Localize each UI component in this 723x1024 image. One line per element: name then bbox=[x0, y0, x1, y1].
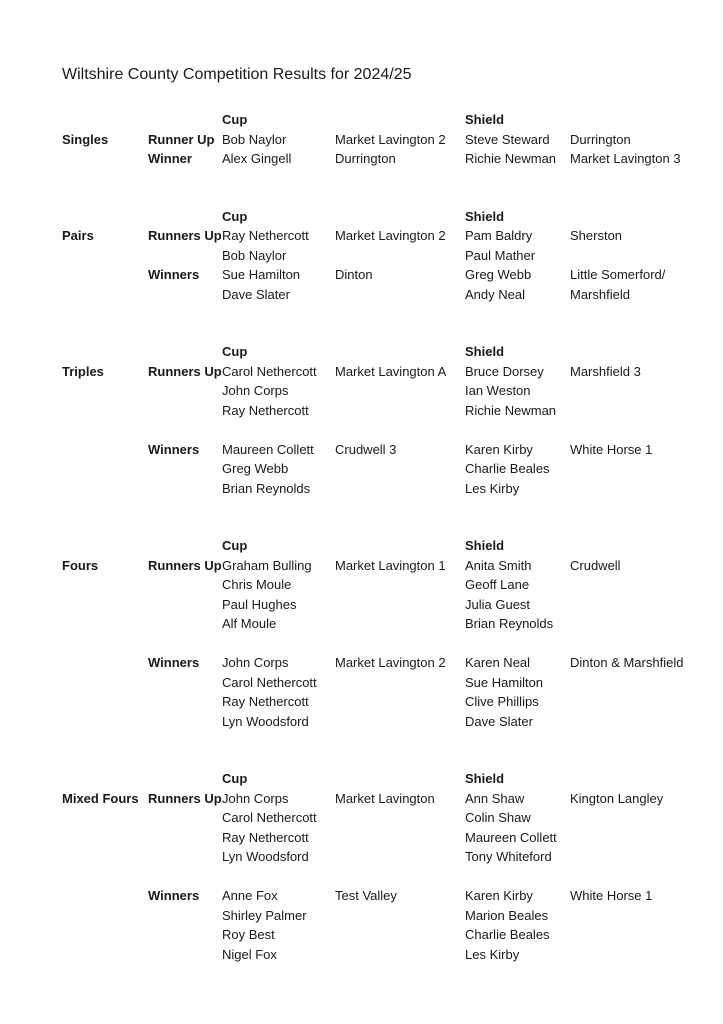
empty-cell bbox=[148, 536, 222, 556]
empty-cell bbox=[148, 769, 222, 789]
position-label bbox=[148, 381, 222, 401]
shield-player-name: Bruce Dorsey bbox=[465, 363, 544, 379]
shield-header: Shield bbox=[465, 538, 505, 553]
position-label bbox=[148, 575, 222, 595]
shield-team-name bbox=[570, 808, 723, 828]
cup-player-name: Brian Reynolds bbox=[222, 480, 311, 496]
cup-player-name: Carol Nethercott bbox=[222, 674, 317, 690]
shield-player-name: Karen Neal bbox=[465, 655, 531, 670]
empty-cell bbox=[335, 207, 465, 227]
shield-player-name: Ann Shaw bbox=[465, 790, 525, 806]
cup-player-name: Chris Moule bbox=[222, 577, 292, 592]
cup-header: Cup bbox=[222, 538, 248, 553]
cup-team-name: Market Lavington bbox=[335, 790, 435, 806]
results-table bbox=[62, 110, 723, 964]
position-label bbox=[148, 692, 222, 712]
cup-player-name: Anne Fox bbox=[222, 888, 278, 903]
cup-team-name bbox=[335, 808, 465, 828]
cup-header: Cup bbox=[222, 771, 248, 786]
cup-player-name: Carol Nethercott bbox=[222, 363, 317, 379]
shield-team-name: Dinton & Marshfield bbox=[570, 655, 684, 670]
event-label: Pairs bbox=[62, 228, 94, 243]
cup-player-name: John Corps bbox=[222, 790, 289, 806]
position-label: Winners bbox=[148, 267, 200, 282]
position-label bbox=[148, 906, 222, 926]
shield-player-name: Anita Smith bbox=[465, 557, 532, 573]
shield-team-name bbox=[570, 401, 723, 421]
cup-team-name bbox=[335, 906, 465, 926]
cup-player-name: Bob Naylor bbox=[222, 131, 287, 147]
position-label bbox=[148, 614, 222, 634]
position-label bbox=[148, 925, 222, 945]
shield-player-name: Sue Hamilton bbox=[465, 674, 544, 690]
shield-team-name: Kington Langley bbox=[570, 790, 664, 806]
shield-player-name: Julia Guest bbox=[465, 596, 531, 612]
empty-cell bbox=[570, 110, 723, 130]
cup-header: Cup bbox=[222, 344, 248, 359]
shield-team-name bbox=[570, 673, 723, 693]
empty-cell bbox=[570, 342, 723, 362]
empty-cell bbox=[335, 110, 465, 130]
empty-cell bbox=[570, 769, 723, 789]
event-label bbox=[62, 653, 148, 673]
event-label bbox=[62, 440, 148, 460]
shield-team-name: White Horse 1 bbox=[570, 888, 653, 903]
position-label: Runners Up bbox=[148, 228, 222, 243]
empty-cell bbox=[335, 769, 465, 789]
shield-player-name: Richie Newman bbox=[465, 402, 557, 418]
empty-cell bbox=[62, 110, 148, 130]
shield-player-name: Ian Weston bbox=[465, 383, 531, 398]
empty-cell bbox=[62, 342, 148, 362]
shield-team-name: Little Somerford/ bbox=[570, 267, 666, 282]
shield-player-name: Tony Whiteford bbox=[465, 849, 552, 864]
shield-team-name bbox=[570, 595, 723, 615]
position-label bbox=[148, 246, 222, 266]
cup-player-name: Graham Bulling bbox=[222, 557, 312, 573]
cup-player-name: John Corps bbox=[222, 655, 289, 670]
position-label: Runners Up bbox=[148, 363, 222, 379]
shield-team-name: Sherston bbox=[570, 228, 623, 243]
shield-player-name: Colin Shaw bbox=[465, 810, 531, 825]
shield-player-name: Brian Reynolds bbox=[465, 616, 554, 631]
cup-team-name: Market Lavington A bbox=[335, 363, 447, 379]
cup-team-name bbox=[335, 401, 465, 421]
cup-player-name: Nigel Fox bbox=[222, 946, 277, 962]
position-label bbox=[148, 712, 222, 732]
shield-team-name: White Horse 1 bbox=[570, 441, 653, 457]
shield-player-name: Les Kirby bbox=[465, 946, 520, 962]
cup-team-name bbox=[335, 246, 465, 266]
cup-team-name: Market Lavington 1 bbox=[335, 557, 446, 573]
shield-team-name bbox=[570, 246, 723, 266]
cup-header: Cup bbox=[222, 208, 248, 224]
cup-team-name: Test Valley bbox=[335, 888, 397, 903]
event-label: Singles bbox=[62, 131, 109, 147]
shield-player-name: Andy Neal bbox=[465, 286, 525, 302]
position-label: Winner bbox=[148, 151, 192, 166]
event-label bbox=[62, 925, 148, 945]
position-label bbox=[148, 673, 222, 693]
shield-player-name: Clive Phillips bbox=[465, 694, 539, 709]
event-label bbox=[62, 265, 148, 285]
shield-player-name: Charlie Beales bbox=[465, 927, 550, 942]
cup-player-name: Roy Best bbox=[222, 927, 275, 942]
shield-team-name bbox=[570, 614, 723, 634]
cup-team-name: Market Lavington 2 bbox=[335, 228, 446, 243]
shield-header: Shield bbox=[465, 112, 505, 127]
shield-team-name bbox=[570, 575, 723, 595]
section-pairs bbox=[62, 207, 723, 305]
shield-player-name: Charlie Beales bbox=[465, 461, 550, 476]
event-label bbox=[62, 847, 148, 867]
cup-team-name bbox=[335, 673, 465, 693]
position-label bbox=[148, 808, 222, 828]
shield-player-name: Richie Newman bbox=[465, 151, 557, 166]
event-label bbox=[62, 808, 148, 828]
shield-player-name: Geoff Lane bbox=[465, 577, 530, 592]
position-label bbox=[148, 285, 222, 305]
section-fours bbox=[62, 536, 723, 731]
event-label bbox=[62, 149, 148, 169]
cup-player-name: Maureen Collett bbox=[222, 441, 314, 457]
cup-player-name: Lyn Woodsford bbox=[222, 849, 309, 864]
position-label bbox=[148, 847, 222, 867]
shield-team-name bbox=[570, 945, 723, 965]
empty-cell bbox=[148, 207, 222, 227]
position-label bbox=[148, 828, 222, 848]
cup-team-name: Market Lavington 2 bbox=[335, 131, 446, 147]
shield-header: Shield bbox=[465, 344, 505, 359]
position-label bbox=[148, 595, 222, 615]
event-label: Triples bbox=[62, 363, 104, 379]
shield-player-name: Marion Beales bbox=[465, 907, 549, 923]
position-label: Winners bbox=[148, 441, 200, 457]
cup-team-name: Dinton bbox=[335, 267, 373, 282]
position-label: Winners bbox=[148, 888, 200, 903]
section-triples bbox=[62, 342, 723, 498]
empty-cell bbox=[570, 536, 723, 556]
shield-player-name: Paul Mather bbox=[465, 247, 536, 263]
position-label: Runners Up bbox=[148, 557, 222, 573]
cup-team-name bbox=[335, 459, 465, 479]
empty-cell bbox=[62, 769, 148, 789]
position-label: Runner Up bbox=[148, 131, 215, 147]
cup-team-name bbox=[335, 847, 465, 867]
cup-player-name: Bob Naylor bbox=[222, 247, 287, 263]
shield-player-name: Karen Kirby bbox=[465, 888, 533, 903]
event-label bbox=[62, 712, 148, 732]
cup-team-name bbox=[335, 828, 465, 848]
group-spacer bbox=[62, 420, 723, 440]
shield-team-name bbox=[570, 712, 723, 732]
group-spacer bbox=[62, 634, 723, 654]
empty-cell bbox=[148, 110, 222, 130]
event-label bbox=[62, 673, 148, 693]
position-label bbox=[148, 401, 222, 421]
event-label bbox=[62, 595, 148, 615]
cup-player-name: Paul Hughes bbox=[222, 596, 297, 612]
position-label: Winners bbox=[148, 655, 200, 670]
cup-team-name bbox=[335, 712, 465, 732]
shield-team-name bbox=[570, 692, 723, 712]
cup-player-name: Greg Webb bbox=[222, 461, 289, 476]
shield-player-name: Dave Slater bbox=[465, 713, 533, 729]
shield-team-name bbox=[570, 925, 723, 945]
cup-team-name bbox=[335, 945, 465, 965]
cup-team-name bbox=[335, 381, 465, 401]
cup-team-name bbox=[335, 479, 465, 499]
event-label bbox=[62, 828, 148, 848]
cup-player-name: Alf Moule bbox=[222, 616, 277, 631]
event-label bbox=[62, 614, 148, 634]
cup-player-name: Ray Nethercott bbox=[222, 829, 309, 845]
empty-cell bbox=[148, 342, 222, 362]
event-label bbox=[62, 246, 148, 266]
position-label bbox=[148, 945, 222, 965]
cup-team-name: Durrington bbox=[335, 151, 396, 166]
empty-cell bbox=[62, 536, 148, 556]
shield-team-name bbox=[570, 459, 723, 479]
cup-header: Cup bbox=[222, 112, 248, 127]
cup-player-name: Alex Gingell bbox=[222, 151, 292, 166]
cup-team-name: Market Lavington 2 bbox=[335, 655, 446, 670]
shield-team-name bbox=[570, 828, 723, 848]
event-label bbox=[62, 906, 148, 926]
position-label: Runners Up bbox=[148, 790, 222, 806]
shield-team-name bbox=[570, 381, 723, 401]
group-spacer bbox=[62, 867, 723, 887]
section-singles bbox=[62, 110, 723, 169]
event-label: Fours bbox=[62, 557, 99, 573]
event-label bbox=[62, 692, 148, 712]
shield-header: Shield bbox=[465, 208, 505, 224]
cup-team-name bbox=[335, 925, 465, 945]
event-label bbox=[62, 479, 148, 499]
event-label bbox=[62, 285, 148, 305]
shield-player-name: Steve Steward bbox=[465, 131, 550, 147]
event-label: Mixed Fours bbox=[62, 790, 139, 806]
cup-team-name: Crudwell 3 bbox=[335, 441, 397, 457]
cup-player-name: Ray Nethercott bbox=[222, 694, 309, 709]
cup-player-name: Lyn Woodsford bbox=[222, 713, 309, 729]
event-label bbox=[62, 886, 148, 906]
section-mixed-fours bbox=[62, 769, 723, 964]
shield-team-name: Marshfield bbox=[570, 286, 630, 302]
shield-team-name: Durrington bbox=[570, 131, 631, 147]
cup-player-name: Shirley Palmer bbox=[222, 907, 307, 923]
cup-team-name bbox=[335, 595, 465, 615]
shield-player-name: Maureen Collett bbox=[465, 829, 557, 845]
cup-player-name: Dave Slater bbox=[222, 286, 290, 302]
shield-team-name bbox=[570, 906, 723, 926]
shield-player-name: Karen Kirby bbox=[465, 441, 533, 457]
cup-player-name: John Corps bbox=[222, 383, 289, 398]
event-label bbox=[62, 381, 148, 401]
event-label bbox=[62, 945, 148, 965]
page-title: Wiltshire County Competition Results for 2024/25 bbox=[62, 66, 412, 83]
cup-team-name bbox=[335, 285, 465, 305]
shield-team-name: Market Lavington 3 bbox=[570, 151, 681, 166]
empty-cell bbox=[335, 342, 465, 362]
empty-cell bbox=[62, 207, 148, 227]
cup-player-name: Sue Hamilton bbox=[222, 267, 301, 282]
cup-player-name: Ray Nethercott bbox=[222, 228, 309, 243]
position-label bbox=[148, 459, 222, 479]
empty-cell bbox=[335, 536, 465, 556]
cup-team-name bbox=[335, 614, 465, 634]
shield-team-name: Crudwell bbox=[570, 557, 621, 573]
event-label bbox=[62, 575, 148, 595]
cup-team-name bbox=[335, 575, 465, 595]
shield-player-name: Greg Webb bbox=[465, 267, 532, 282]
cup-team-name bbox=[335, 692, 465, 712]
shield-team-name: Marshfield 3 bbox=[570, 363, 641, 379]
event-label bbox=[62, 459, 148, 479]
cup-player-name: Ray Nethercott bbox=[222, 402, 309, 418]
cup-player-name: Carol Nethercott bbox=[222, 810, 317, 825]
empty-cell bbox=[570, 207, 723, 227]
shield-team-name bbox=[570, 479, 723, 499]
shield-player-name: Les Kirby bbox=[465, 480, 520, 496]
shield-header: Shield bbox=[465, 771, 505, 786]
event-label bbox=[62, 401, 148, 421]
shield-player-name: Pam Baldry bbox=[465, 228, 533, 243]
position-label bbox=[148, 479, 222, 499]
shield-team-name bbox=[570, 847, 723, 867]
